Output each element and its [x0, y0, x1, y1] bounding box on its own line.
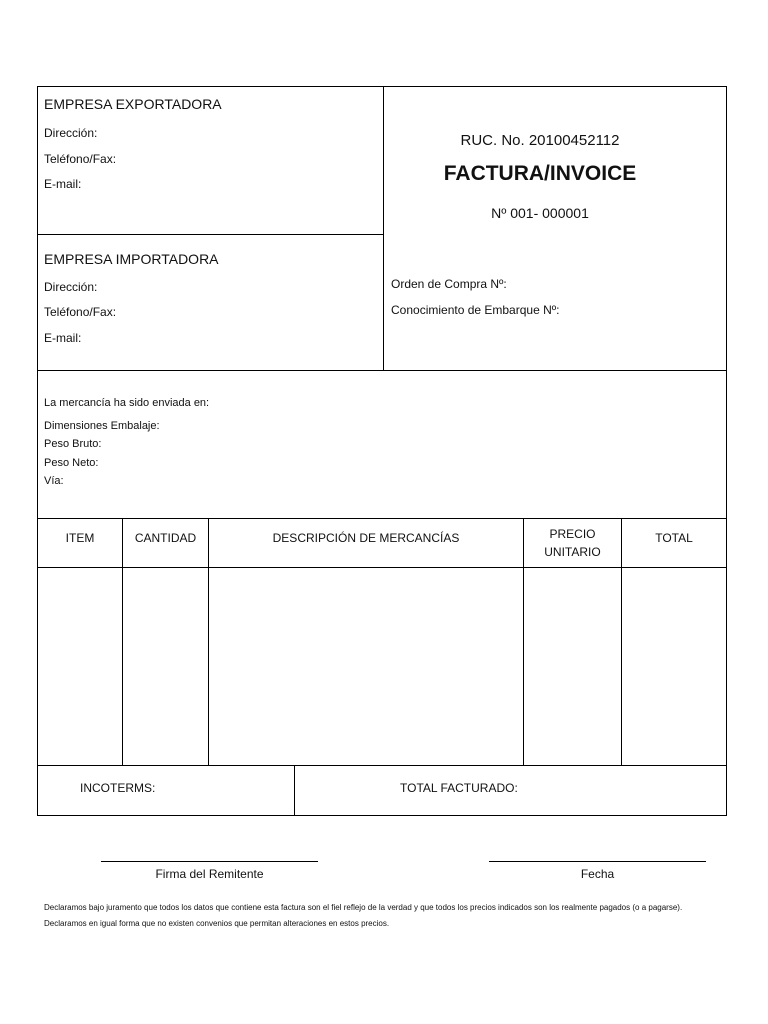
column-header-unit-price: PRECIO UNITARIO — [544, 527, 601, 559]
column-divider-1 — [122, 518, 123, 765]
incoterms-label: INCOTERMS: — [80, 781, 156, 795]
table-header-line — [37, 567, 727, 568]
header-divider-vertical — [383, 86, 384, 370]
shipping-bottom-line — [37, 518, 727, 519]
invoice-frame — [37, 86, 727, 816]
importer-phone-label: Teléfono/Fax: — [44, 305, 117, 319]
importer-email-label: E-mail: — [44, 331, 82, 345]
column-divider-2 — [208, 518, 209, 765]
shipment-sent-label: La mercancía ha sido enviada en: — [44, 397, 210, 409]
exporter-email-label: E-mail: — [44, 177, 82, 191]
importer-address-label: Dirección: — [44, 280, 98, 294]
ruc-number: RUC. No. 20100452112 — [460, 132, 620, 149]
sender-signature-label: Firma del Remitente — [155, 867, 264, 881]
net-weight-label: Peso Neto: — [44, 457, 99, 469]
exporter-heading: EMPRESA EXPORTADORA — [44, 96, 222, 112]
column-divider-4 — [621, 518, 622, 765]
header-bottom-line — [37, 370, 727, 371]
date-line — [489, 861, 706, 862]
invoice-number: Nº 001- 000001 — [491, 205, 589, 221]
column-header-item: ITEM — [65, 531, 95, 545]
column-header-total: TOTAL — [655, 531, 693, 545]
column-header-description: DESCRIPCIÓN DE MERCANCÍAS — [272, 531, 460, 545]
packaging-dimensions-label: Dimensiones Embalaje: — [44, 420, 160, 432]
importer-heading: EMPRESA IMPORTADORA — [44, 251, 219, 267]
exporter-address-label: Dirección: — [44, 126, 98, 140]
total-invoiced-label: TOTAL FACTURADO: — [400, 781, 518, 795]
footer-row-divider — [294, 765, 295, 816]
gross-weight-label: Peso Bruto: — [44, 438, 102, 450]
route-label: Vía: — [44, 475, 64, 487]
column-header-quantity: CANTIDAD — [134, 531, 197, 545]
exporter-phone-label: Teléfono/Fax: — [44, 152, 117, 166]
table-bottom-line — [37, 765, 727, 766]
date-label: Fecha — [580, 867, 615, 881]
exporter-importer-divider — [37, 234, 384, 235]
purchase-order-label: Orden de Compra Nº: — [391, 277, 507, 291]
invoice-title: FACTURA/INVOICE — [443, 162, 637, 185]
bill-of-lading-label: Conocimiento de Embarque Nº: — [391, 303, 560, 317]
sender-signature-line — [101, 861, 318, 862]
declaration-text: Declaramos bajo juramento que todos los datos que contiene esta factura son el fiel reflejo de la verdad y que todos los precios indicados son los realmente pagados (o a pagarse). Declaramos en igual forma que no existen convenios que permitan alteraciones en estos precios. — [44, 903, 683, 928]
